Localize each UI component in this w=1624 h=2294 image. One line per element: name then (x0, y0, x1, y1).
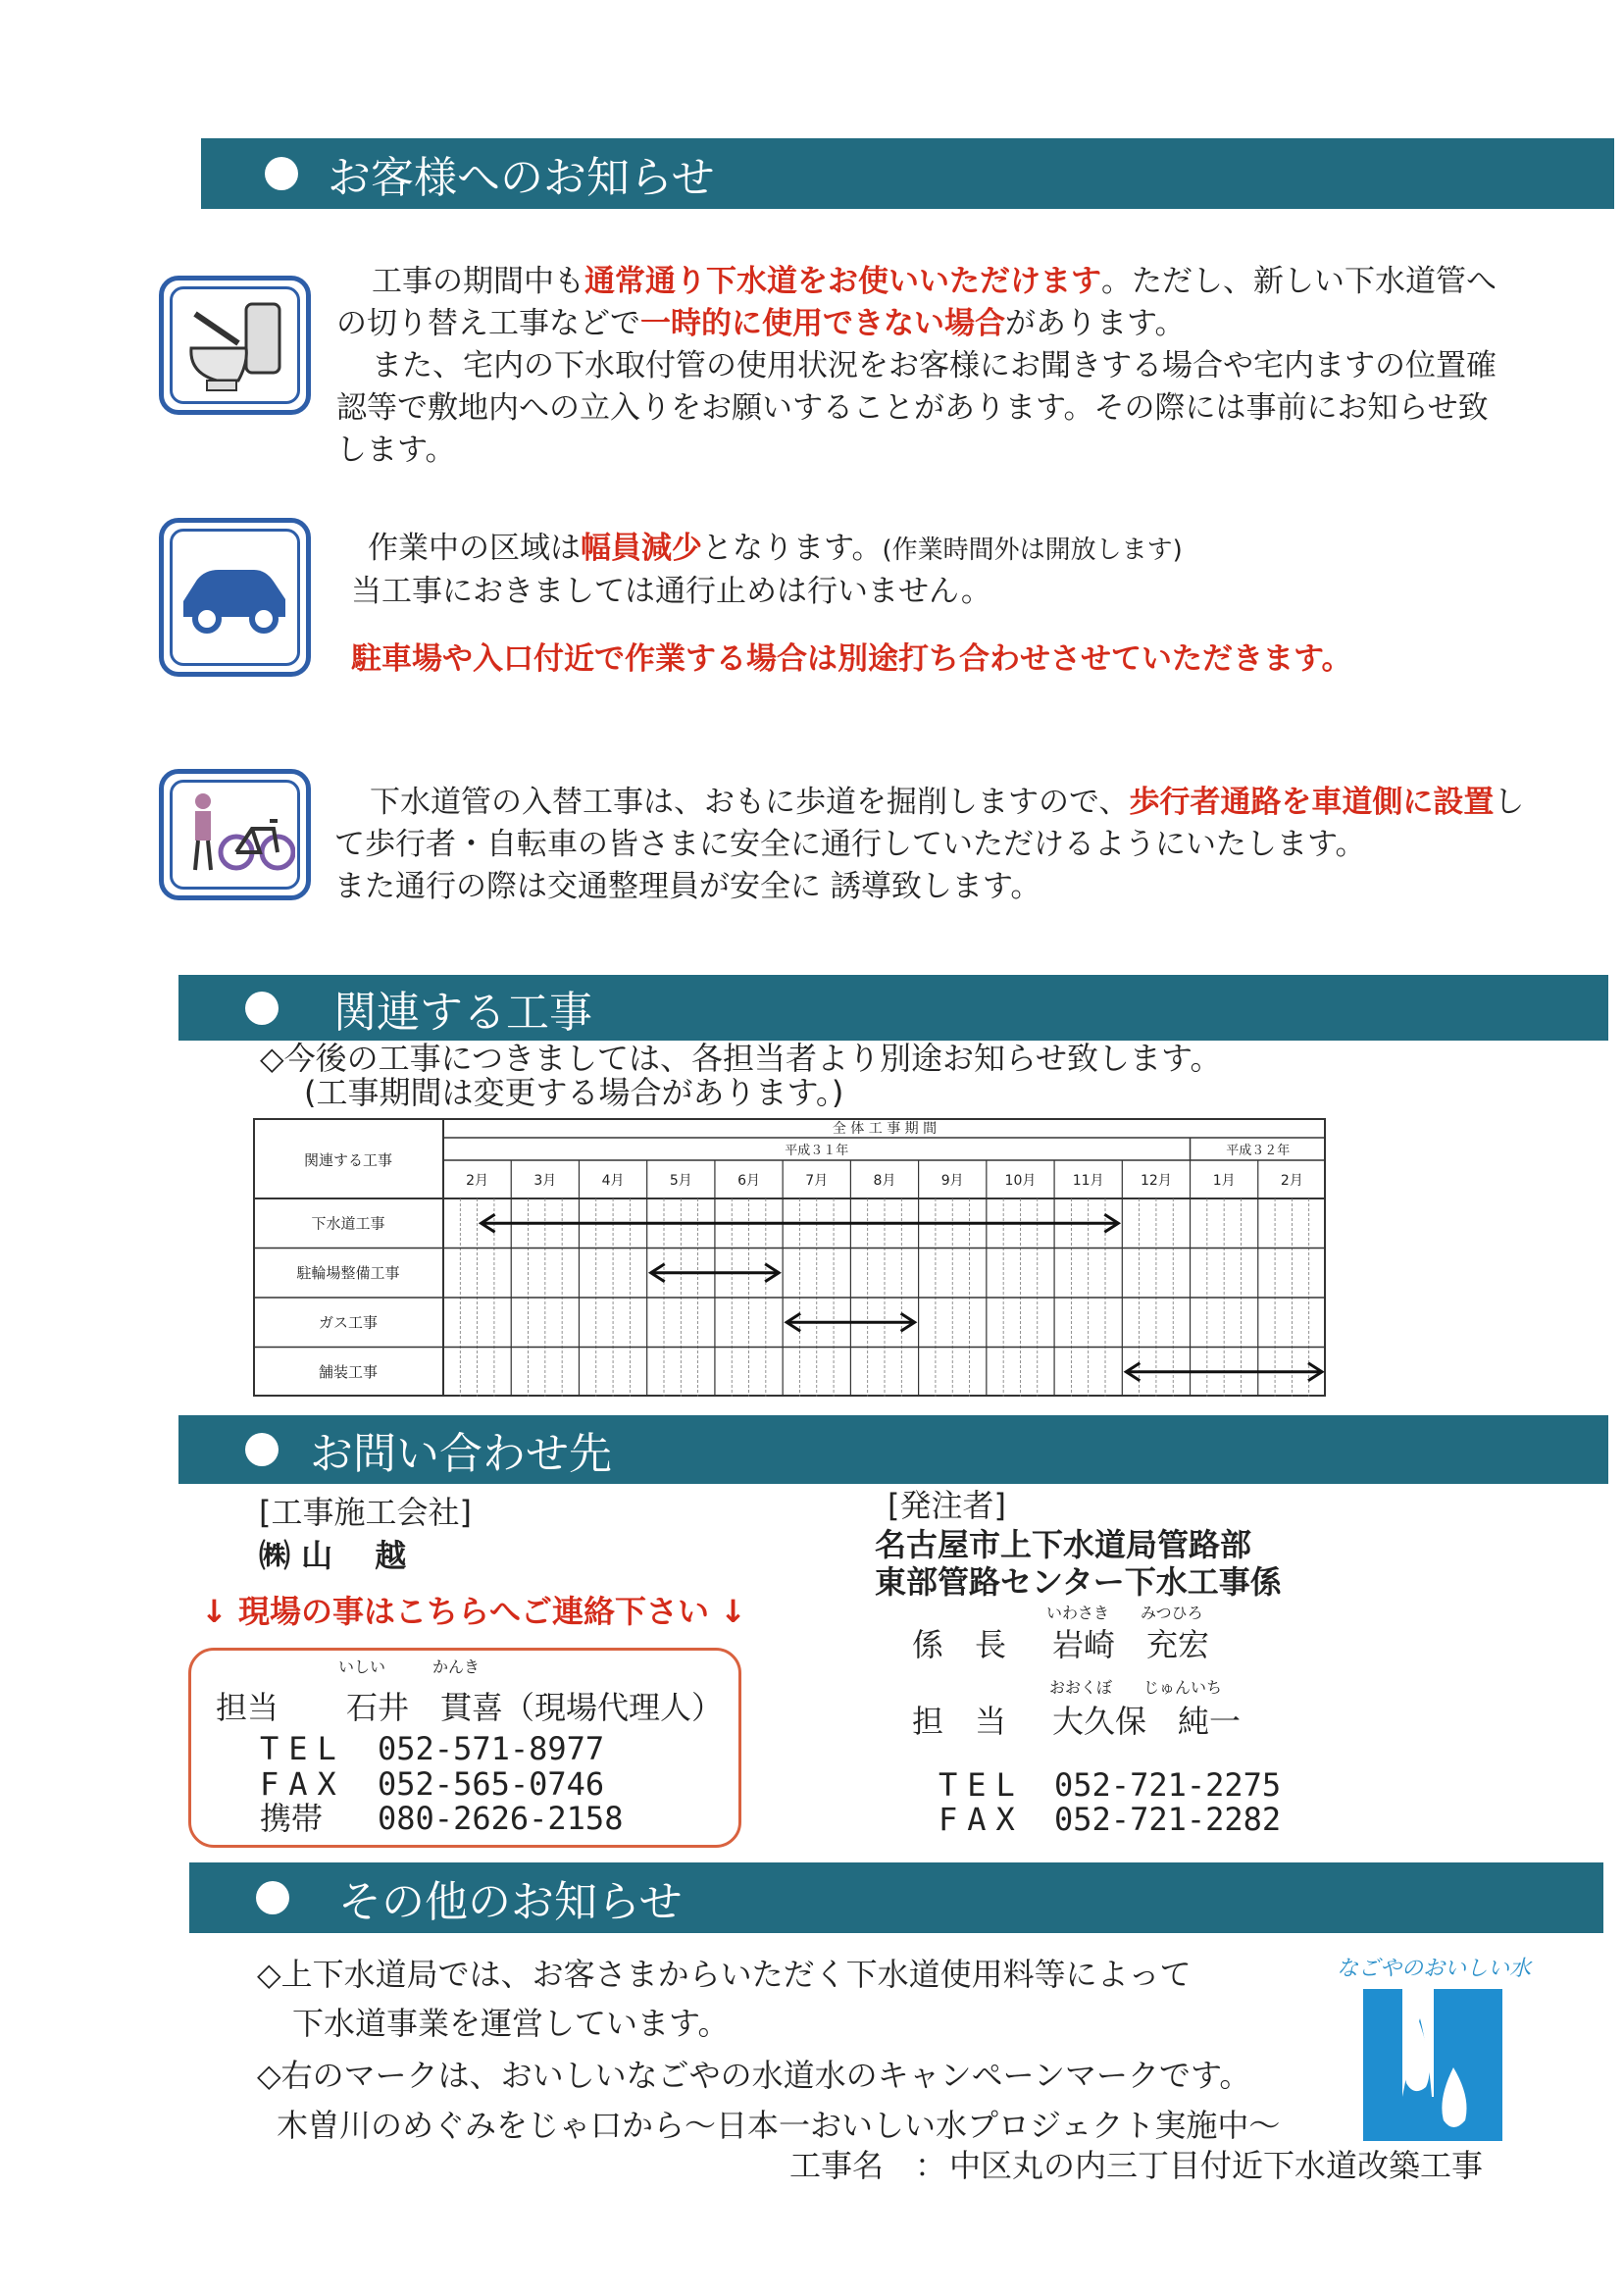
campaign-logo-text: なごやのおいしい水 (1337, 1957, 1532, 1981)
company-label: [工事施工会社] (259, 1494, 472, 1531)
notice-paragraph-2: また、宅内の下水取付管の使用状況をお客様にお聞きする場合や宅内ますの位置確認等で敷地内への立入りをお願いすることがあります。その際には事前にお知らせ致します。 (336, 348, 1497, 468)
section-title-related: 関連する工事 (333, 987, 592, 1038)
traffic-line-2: 当工事におきましては通行止めは行いません。 (351, 574, 991, 609)
section-title-contact: お問い合わせ先 (310, 1429, 612, 1479)
month-label: 8月 (873, 1173, 896, 1189)
task-label: 駐輪場整備工事 (296, 1263, 400, 1282)
traffic-line-3: 駐車場や入口付近で作業する場合は別途打ち合わせさせていただきます。 (351, 641, 1352, 677)
other-line-1: ◇上下水道局では、お客さまからいただく下水道使用料等によって (257, 1956, 1192, 1993)
fax-number: 052-565-0746 (378, 1765, 605, 1803)
tel-number: 052-571-8977 (378, 1730, 605, 1767)
month-label: 2月 (1280, 1173, 1303, 1189)
section-bar-contact (178, 1415, 1608, 1484)
bullet-icon (245, 1433, 279, 1466)
related-line-2: (工事期間は変更する場合があります。) (304, 1074, 844, 1111)
tanto-label: 担当 (216, 1689, 279, 1726)
staff-name: 大久保 純一 (1052, 1703, 1242, 1740)
bullet-icon (245, 992, 279, 1025)
year-label: 平成３２年 (1226, 1144, 1291, 1158)
construction-schedule-chart (253, 1118, 1326, 1397)
orderer-name-1: 名古屋市上下水道局管路部 (875, 1526, 1252, 1563)
section-bar-other (189, 1862, 1603, 1933)
period-label: 全 体 工 事 期 間 (832, 1121, 938, 1137)
section-title-notice: お客様へのお知らせ (328, 153, 715, 203)
chief-ruby: いわさき みつひろ (1046, 1604, 1203, 1622)
task-label: 舗装工事 (318, 1362, 379, 1381)
month-label: 9月 (940, 1173, 964, 1189)
month-label: 7月 (805, 1173, 829, 1189)
notice-paragraph-1: 工事の期間中も通常通り下水道をお使いいただけます。ただし、新しい下水道管への切り替え工事などで一時的に使用できない場合があります。 (336, 264, 1497, 341)
task-label: 下水道工事 (311, 1214, 385, 1233)
month-label: 2月 (466, 1173, 489, 1189)
company-name: ㈱ 山 越 (259, 1537, 407, 1574)
orderer-fax-label: FAX (939, 1801, 1025, 1838)
month-label: 12月 (1141, 1173, 1172, 1189)
related-line-1: ◇今後の工事につきましては、各担当者より別途お知らせ致します。 (260, 1040, 1222, 1077)
mobile-number: 080-2626-2158 (378, 1800, 624, 1837)
chief-label: 係 長 (912, 1626, 1007, 1663)
orderer-fax-number: 052-721-2282 (1054, 1801, 1282, 1838)
project-label: 工事名 ： (789, 2147, 947, 2184)
fax-label: FAX (260, 1765, 346, 1803)
section-bar-related (178, 975, 1608, 1041)
person-name: 石井 貫喜（現場代理人） (346, 1689, 724, 1726)
tel-label: TEL (260, 1730, 346, 1767)
staff-label: 担 当 (912, 1703, 1007, 1740)
pedestrian-line-3: また通行の際は交通整理員が安全に 誘導致します。 (334, 869, 1041, 904)
month-label: 11月 (1072, 1173, 1104, 1189)
section-title-other: その他のお知らせ (338, 1877, 683, 1927)
mobile-label: 携帯 (260, 1800, 324, 1837)
orderer-tel-number: 052-721-2275 (1054, 1766, 1282, 1804)
site-contact-note: ↓ 現場の事はこちらへご連絡下さい ↓ (201, 1593, 746, 1630)
staff-ruby: おおくぼ じゅんいち (1049, 1678, 1223, 1697)
month-label: 3月 (533, 1173, 557, 1189)
orderer-tel-label: TEL (939, 1766, 1025, 1804)
pedestrian-paragraph: 下水道管の入替工事は、おもに歩道を掘削しますので、歩行者通路を車道側に設置して歩行者・自転車の皆さまに安全に通行していただけるようにいたします。 (334, 785, 1525, 862)
year-label: 平成３１年 (785, 1144, 849, 1158)
project-name: 中区丸の内三丁目付近下水道改築工事 (949, 2147, 1484, 2184)
other-line-2: 下水道事業を運営しています。 (292, 2005, 730, 2042)
month-label: 6月 (737, 1173, 760, 1189)
pedestrian-bicycle-icon (159, 769, 311, 900)
task-label: ガス工事 (318, 1313, 379, 1332)
chief-name: 岩崎 充宏 (1052, 1626, 1210, 1663)
month-label: 1月 (1212, 1173, 1236, 1189)
month-label: 5月 (669, 1173, 692, 1189)
corner-label: 関連する工事 (303, 1151, 393, 1169)
person-ruby: いしい かんき (338, 1657, 481, 1676)
water-drop-logo-icon (1363, 1989, 1502, 2141)
month-label: 4月 (601, 1173, 625, 1189)
car-icon (159, 518, 311, 677)
bullet-icon (256, 1881, 289, 1914)
orderer-name-2: 東部管路センター下水工事係 (875, 1563, 1282, 1601)
other-line-4: 木曽川のめぐみをじゃ口から～日本一おいしい水プロジェクト実施中～ (277, 2107, 1281, 2144)
other-line-3: ◇右のマークは、おいしいなごやの水道水のキャンペーンマークです。 (257, 2057, 1251, 2094)
bullet-icon (265, 157, 298, 190)
toilet-icon (159, 276, 311, 415)
orderer-label: [発注者] (888, 1487, 1006, 1524)
traffic-line-1: 作業中の区域は幅員減少となります。(作業時間外は開放します) (368, 531, 1183, 566)
section-bar-notice (201, 138, 1614, 209)
month-label: 10月 (1004, 1173, 1037, 1189)
